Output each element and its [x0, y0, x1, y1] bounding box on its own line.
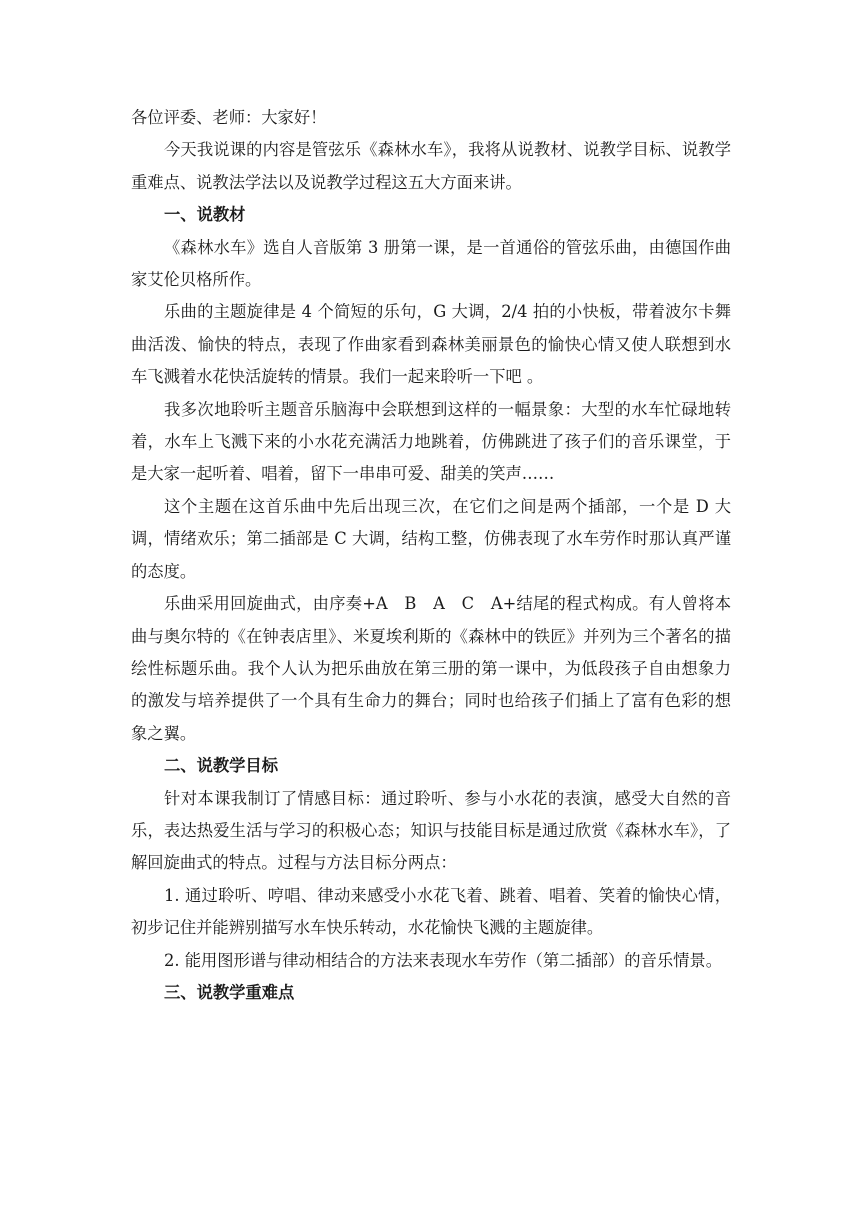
objective-item-2: 2. 能用图形谱与律动相结合的方法来表现水车劳作（第二插部）的音乐情景。 [164, 950, 722, 970]
textbook-paragraph-3: 我多次地聆听主题音乐脑海中会联想到这样的一幅景象：大型的水车忙碌地转着，水车上飞溅下来的小水花充满活力地跳着，仿佛跳进了孩子们的音乐课堂，于是大家一起听着、唱着，留下一串串可爱、甜美的笑声…… [131, 399, 731, 484]
greeting-paragraph: 各位评委、老师：大家好！ [131, 108, 327, 127]
textbook-paragraph-2: 乐曲的主题旋律是 4 个简短的乐句，G 大调，2/4 拍的小快板，带着波尔卡舞曲活泼、愉快的特点，表现了作曲家看到森林美丽景色的愉快心情又使人联想到水车飞溅着水花快活旋转的情景。我们一起来聆听一下吧 。 [131, 302, 731, 387]
textbook-paragraph-4: 这个主题在这首乐曲中先后出现三次，在它们之间是两个插部，一个是 D 大调，情绪欢乐；第二插部是 C 大调，结构工整，仿佛表现了水车劳作时那认真严谨的态度。 [131, 496, 731, 581]
section-heading-key-points: 三、说教学重难点 [164, 982, 295, 1002]
section-heading-objectives: 二、说教学目标 [164, 756, 278, 776]
textbook-paragraph-1: 《森林水车》选自人音版第 3 册第一课，是一首通俗的管弦乐曲，由德国作曲家艾伦贝格所作。 [131, 237, 731, 290]
section-heading-textbook: 一、说教材 [164, 205, 246, 225]
intro-paragraph: 今天我说课的内容是管弦乐《森林水车》，我将从说教材、说教学目标、说教学重难点、说教法学法以及说教学过程这五大方面来讲。 [131, 140, 731, 192]
objective-item-1: 1. 通过聆听、哼唱、律动来感受小水花飞着、跳着、唱着、笑着的愉快心情，初步记住并能辨别描写水车快乐转动，水花愉快飞溅的主题旋律。 [131, 885, 731, 938]
objectives-paragraph: 针对本课我制订了情感目标：通过聆听、参与小水花的表演，感受大自然的音乐，表达热爱生活与学习的积极心态；知识与技能目标是通过欣赏《森林水车》，了解回旋曲式的特点。过程与方法目标分两点： [131, 788, 731, 873]
textbook-paragraph-5: 乐曲采用回旋曲式，由序奏+A B A C A+结尾的程式构成。有人曾将本曲与奥尔特的《在钟表店里》、米夏埃利斯的《森林中的铁匠》并列为三个著名的描绘性标题乐曲。我个人认为把乐曲放在第三册的第一课中，为低段孩子自由想象力的激发与培养提供了一个具有生命力的舞台；同时也给孩子们插上了富有色彩的想象之翼。 [131, 594, 731, 743]
document-body [131, 102, 731, 1009]
